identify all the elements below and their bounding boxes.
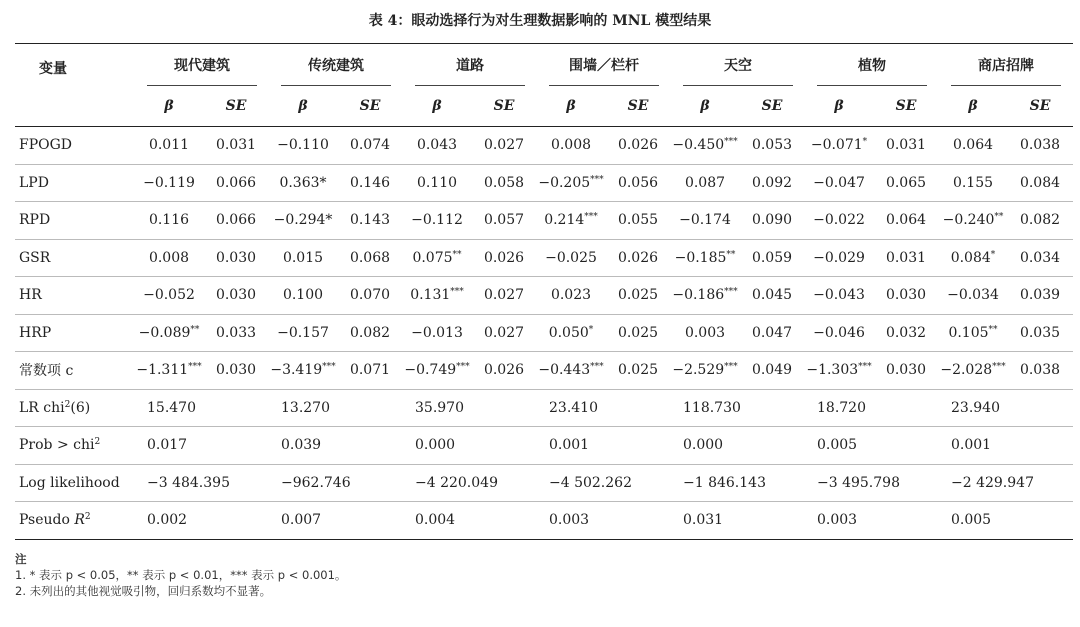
beta-value: −0.071 bbox=[810, 137, 863, 154]
significance-mark: *** bbox=[590, 174, 604, 185]
beta-value: −0.043 bbox=[813, 287, 865, 304]
beta-value: −0.025 bbox=[545, 249, 597, 266]
variable-cell: FPOGD bbox=[15, 127, 135, 165]
stat-value: 0.001 bbox=[939, 427, 1073, 465]
beta-cell bbox=[671, 239, 739, 277]
se-cell: 0.027 bbox=[471, 277, 537, 315]
group-header-label: 商店招牌 bbox=[978, 58, 1034, 74]
beta-value: −0.029 bbox=[813, 249, 865, 266]
table-title: 表 4：眼动选择行为对生理数据影响的 MNL 模型结果 bbox=[368, 13, 712, 29]
note-line: 1. * 表示 p < 0.05，** 表示 p < 0.01，*** 表示 p < 0.001。 bbox=[15, 568, 347, 582]
sub-header-row bbox=[15, 86, 1073, 127]
variable-cell bbox=[15, 389, 135, 427]
beta-cell bbox=[403, 127, 471, 165]
stat-value: 0.002 bbox=[135, 502, 269, 540]
stat-value: 0.005 bbox=[805, 427, 939, 465]
stat-value: −2 429.947 bbox=[939, 464, 1073, 502]
se-cell: 0.026 bbox=[471, 352, 537, 390]
se-cell: 0.031 bbox=[203, 127, 269, 165]
variable-superscript: 2 bbox=[64, 399, 71, 410]
se-cell: 0.084 bbox=[1007, 164, 1073, 202]
beta-value: −0.443 bbox=[538, 362, 591, 379]
se-cell: 0.065 bbox=[873, 164, 939, 202]
beta-cell bbox=[537, 239, 605, 277]
beta-value: −0.119 bbox=[143, 174, 195, 191]
beta-value: 0.008 bbox=[550, 137, 592, 154]
beta-value: −0.174 bbox=[679, 212, 731, 229]
stat-value: 0.003 bbox=[537, 502, 671, 540]
variable-cell: HRP bbox=[15, 314, 135, 352]
beta-value: 0.064 bbox=[952, 137, 994, 154]
beta-value: 0.008 bbox=[148, 249, 190, 266]
beta-value: 0.043 bbox=[416, 137, 458, 154]
beta-value: 0.023 bbox=[550, 287, 592, 304]
stats-row bbox=[15, 502, 1073, 540]
se-cell: 0.047 bbox=[739, 314, 805, 352]
table-row bbox=[15, 239, 1073, 277]
stats-row bbox=[15, 427, 1073, 465]
beta-value: 0.155 bbox=[952, 174, 994, 191]
se-cell: 0.066 bbox=[203, 202, 269, 240]
beta-cell bbox=[403, 164, 471, 202]
variable-suffix: (6) bbox=[70, 399, 91, 416]
beta-cell bbox=[403, 352, 471, 390]
variable-cell bbox=[15, 464, 135, 502]
stats-row bbox=[15, 464, 1073, 502]
variable-label: Pseudo bbox=[19, 512, 75, 529]
beta-cell bbox=[671, 314, 739, 352]
beta-value: −0.749 bbox=[404, 362, 457, 379]
beta-cell bbox=[537, 164, 605, 202]
table-row bbox=[15, 314, 1073, 352]
se-header: SE bbox=[493, 98, 515, 114]
beta-cell bbox=[135, 239, 203, 277]
se-cell: 0.058 bbox=[471, 164, 537, 202]
beta-header: β bbox=[700, 98, 710, 114]
beta-value: −0.186 bbox=[672, 287, 725, 304]
beta-cell bbox=[671, 352, 739, 390]
se-cell: 0.025 bbox=[605, 277, 671, 315]
se-cell: 0.027 bbox=[471, 314, 537, 352]
beta-header: β bbox=[298, 98, 308, 114]
stat-value: 0.003 bbox=[805, 502, 939, 540]
stats-row bbox=[15, 389, 1073, 427]
table-row bbox=[15, 202, 1073, 240]
group-header-sign bbox=[939, 44, 1073, 87]
se-cell: 0.055 bbox=[605, 202, 671, 240]
group-header-sky bbox=[671, 44, 805, 87]
se-cell: 0.031 bbox=[873, 239, 939, 277]
beta-cell bbox=[671, 202, 739, 240]
se-cell: 0.143 bbox=[337, 202, 403, 240]
stat-value: 35.970 bbox=[403, 389, 537, 427]
significance-mark: *** bbox=[450, 287, 464, 298]
variable-label: LR chi bbox=[19, 399, 65, 416]
group-header-traditional bbox=[269, 44, 403, 87]
beta-cell bbox=[269, 127, 337, 165]
table-row bbox=[15, 277, 1073, 315]
beta-cell bbox=[403, 277, 471, 315]
variable-cell: GSR bbox=[15, 239, 135, 277]
se-cell: 0.030 bbox=[873, 277, 939, 315]
significance-mark: *** bbox=[858, 362, 872, 373]
se-cell: 0.030 bbox=[203, 352, 269, 390]
stat-value: 18.720 bbox=[805, 389, 939, 427]
beta-cell bbox=[403, 239, 471, 277]
beta-cell bbox=[805, 352, 873, 390]
variable-cell: 常数项 c bbox=[15, 352, 135, 390]
group-header-label: 现代建筑 bbox=[174, 58, 230, 74]
significance-mark: *** bbox=[724, 137, 738, 148]
beta-header: β bbox=[432, 98, 442, 114]
beta-cell bbox=[135, 277, 203, 315]
beta-value: −0.240 bbox=[942, 212, 995, 229]
beta-cell bbox=[135, 164, 203, 202]
beta-cell bbox=[671, 277, 739, 315]
beta-value: −0.112 bbox=[411, 212, 463, 229]
significance-mark: ** bbox=[994, 212, 1004, 223]
stat-value: −962.746 bbox=[269, 464, 403, 502]
se-cell: 0.066 bbox=[203, 164, 269, 202]
beta-cell bbox=[269, 164, 337, 202]
beta-value: −0.047 bbox=[813, 174, 865, 191]
stat-value: 0.001 bbox=[537, 427, 671, 465]
beta-cell bbox=[403, 314, 471, 352]
se-cell: 0.090 bbox=[739, 202, 805, 240]
se-cell: 0.032 bbox=[873, 314, 939, 352]
significance-mark: *** bbox=[456, 362, 470, 373]
group-header-road bbox=[403, 44, 537, 87]
se-cell: 0.026 bbox=[471, 239, 537, 277]
variable-cell: HR bbox=[15, 277, 135, 315]
se-cell: 0.025 bbox=[605, 314, 671, 352]
beta-value: −0.450 bbox=[672, 137, 725, 154]
variable-header: 变量 bbox=[15, 44, 135, 127]
beta-value: 0.105 bbox=[948, 324, 989, 341]
significance-mark: *** bbox=[584, 212, 598, 223]
beta-value: 0.015 bbox=[282, 249, 324, 266]
se-cell: 0.025 bbox=[605, 352, 671, 390]
se-cell: 0.038 bbox=[1007, 352, 1073, 390]
group-header-label: 天空 bbox=[724, 58, 752, 74]
se-cell: 0.031 bbox=[873, 127, 939, 165]
beta-value: −0.089 bbox=[138, 324, 191, 341]
beta-value: −1.303 bbox=[806, 362, 859, 379]
se-cell: 0.059 bbox=[739, 239, 805, 277]
se-cell: 0.030 bbox=[203, 277, 269, 315]
significance-mark: * bbox=[862, 137, 868, 148]
beta-cell bbox=[537, 277, 605, 315]
se-cell: 0.034 bbox=[1007, 239, 1073, 277]
mnl-results-table bbox=[15, 43, 1073, 540]
se-header: SE bbox=[225, 98, 247, 114]
stat-value: 13.270 bbox=[269, 389, 403, 427]
beta-header: β bbox=[968, 98, 978, 114]
table-row bbox=[15, 127, 1073, 165]
beta-value: 0.100 bbox=[282, 287, 324, 304]
beta-cell bbox=[805, 164, 873, 202]
beta-cell bbox=[939, 202, 1007, 240]
beta-cell bbox=[939, 127, 1007, 165]
table-row bbox=[15, 352, 1073, 390]
beta-value: 0.110 bbox=[416, 174, 458, 191]
table-row bbox=[15, 164, 1073, 202]
stat-value: −1 846.143 bbox=[671, 464, 805, 502]
stat-value: −4 220.049 bbox=[403, 464, 537, 502]
se-cell: 0.033 bbox=[203, 314, 269, 352]
variable-italic: R bbox=[74, 512, 85, 529]
group-header-label: 传统建筑 bbox=[308, 58, 364, 74]
beta-value: 0.214 bbox=[544, 212, 585, 229]
beta-cell bbox=[939, 239, 1007, 277]
beta-cell bbox=[805, 314, 873, 352]
se-cell: 0.082 bbox=[337, 314, 403, 352]
se-cell: 0.030 bbox=[873, 352, 939, 390]
beta-value: 0.084 bbox=[950, 249, 991, 266]
se-cell: 0.068 bbox=[337, 239, 403, 277]
variable-superscript: 2 bbox=[84, 512, 91, 523]
beta-value: −0.185 bbox=[674, 249, 727, 266]
se-cell: 0.026 bbox=[605, 239, 671, 277]
beta-cell bbox=[537, 352, 605, 390]
beta-cell bbox=[805, 127, 873, 165]
se-cell: 0.071 bbox=[337, 352, 403, 390]
variable-cell bbox=[15, 502, 135, 540]
beta-cell bbox=[403, 202, 471, 240]
beta-cell bbox=[805, 202, 873, 240]
stat-value: 0.017 bbox=[135, 427, 269, 465]
variable-cell: RPD bbox=[15, 202, 135, 240]
beta-value: −0.294* bbox=[273, 212, 333, 229]
se-cell: 0.030 bbox=[203, 239, 269, 277]
beta-cell bbox=[135, 352, 203, 390]
se-cell: 0.074 bbox=[337, 127, 403, 165]
se-cell: 0.146 bbox=[337, 164, 403, 202]
se-cell: 0.027 bbox=[471, 127, 537, 165]
group-header-plant bbox=[805, 44, 939, 87]
variable-cell bbox=[15, 427, 135, 465]
stat-value: 15.470 bbox=[135, 389, 269, 427]
se-cell: 0.057 bbox=[471, 202, 537, 240]
beta-value: −0.110 bbox=[277, 137, 329, 154]
group-header-label: 围墙／栏杆 bbox=[569, 58, 639, 74]
se-header: SE bbox=[627, 98, 649, 114]
group-header-modern bbox=[135, 44, 269, 87]
beta-cell bbox=[671, 164, 739, 202]
variable-cell: LPD bbox=[15, 164, 135, 202]
stat-value: 23.940 bbox=[939, 389, 1073, 427]
beta-header: β bbox=[834, 98, 844, 114]
group-header-label: 植物 bbox=[858, 58, 886, 74]
significance-mark: *** bbox=[992, 362, 1006, 373]
beta-header: β bbox=[164, 98, 174, 114]
se-header: SE bbox=[359, 98, 381, 114]
note-line: 2. 未列出的其他视觉吸引物，回归系数均不显著。 bbox=[15, 584, 272, 598]
beta-value: −3.419 bbox=[270, 362, 323, 379]
se-cell: 0.026 bbox=[605, 127, 671, 165]
se-cell: 0.070 bbox=[337, 277, 403, 315]
se-cell: 0.038 bbox=[1007, 127, 1073, 165]
stat-value: 0.004 bbox=[403, 502, 537, 540]
stat-value: 0.031 bbox=[671, 502, 805, 540]
significance-mark: *** bbox=[590, 362, 604, 373]
se-cell: 0.064 bbox=[873, 202, 939, 240]
beta-cell bbox=[537, 314, 605, 352]
beta-value: −2.028 bbox=[940, 362, 993, 379]
se-header: SE bbox=[1029, 98, 1051, 114]
significance-mark: ** bbox=[452, 249, 462, 260]
se-cell: 0.092 bbox=[739, 164, 805, 202]
significance-mark: ** bbox=[190, 324, 200, 335]
se-cell: 0.045 bbox=[739, 277, 805, 315]
beta-value: −0.022 bbox=[813, 212, 865, 229]
beta-cell bbox=[269, 352, 337, 390]
beta-value: −0.046 bbox=[813, 324, 865, 341]
group-header-label: 道路 bbox=[456, 58, 484, 74]
beta-value: 0.011 bbox=[148, 137, 190, 154]
beta-cell bbox=[269, 314, 337, 352]
beta-value: −2.529 bbox=[672, 362, 725, 379]
se-cell: 0.039 bbox=[1007, 277, 1073, 315]
beta-cell bbox=[537, 127, 605, 165]
se-header: SE bbox=[761, 98, 783, 114]
notes-heading: 注 bbox=[15, 552, 27, 566]
stat-value: 23.410 bbox=[537, 389, 671, 427]
se-cell: 0.053 bbox=[739, 127, 805, 165]
significance-mark: ** bbox=[726, 249, 736, 260]
table-body bbox=[15, 127, 1073, 540]
beta-cell bbox=[537, 202, 605, 240]
variable-label: Prob > chi bbox=[19, 437, 95, 454]
beta-cell bbox=[135, 202, 203, 240]
se-cell: 0.049 bbox=[739, 352, 805, 390]
beta-value: 0.003 bbox=[684, 324, 726, 341]
significance-mark: *** bbox=[724, 287, 738, 298]
se-cell: 0.082 bbox=[1007, 202, 1073, 240]
beta-cell bbox=[671, 127, 739, 165]
significance-mark: *** bbox=[188, 362, 202, 373]
stat-value: 118.730 bbox=[671, 389, 805, 427]
beta-cell bbox=[805, 277, 873, 315]
notes bbox=[15, 551, 346, 599]
beta-cell bbox=[939, 314, 1007, 352]
beta-cell bbox=[269, 277, 337, 315]
variable-superscript: 2 bbox=[94, 437, 101, 448]
stat-value: 0.000 bbox=[671, 427, 805, 465]
beta-value: −0.013 bbox=[411, 324, 463, 341]
beta-value: 0.075 bbox=[412, 249, 453, 266]
stat-value: −4 502.262 bbox=[537, 464, 671, 502]
beta-value: −0.205 bbox=[538, 174, 591, 191]
significance-mark: * bbox=[588, 324, 594, 335]
stat-value: 0.039 bbox=[269, 427, 403, 465]
significance-mark: *** bbox=[724, 362, 738, 373]
stat-value: 0.007 bbox=[269, 502, 403, 540]
beta-cell bbox=[939, 352, 1007, 390]
beta-value: −1.311 bbox=[136, 362, 189, 379]
beta-value: −0.157 bbox=[277, 324, 329, 341]
se-cell: 0.056 bbox=[605, 164, 671, 202]
se-cell: 0.035 bbox=[1007, 314, 1073, 352]
stat-value: −3 495.798 bbox=[805, 464, 939, 502]
beta-value: −0.052 bbox=[143, 287, 195, 304]
se-header: SE bbox=[895, 98, 917, 114]
beta-value: 0.131 bbox=[410, 287, 451, 304]
stat-value: −3 484.395 bbox=[135, 464, 269, 502]
beta-value: 0.050 bbox=[548, 324, 589, 341]
significance-mark: *** bbox=[322, 362, 336, 373]
beta-value: −0.034 bbox=[947, 287, 999, 304]
stat-value: 0.005 bbox=[939, 502, 1073, 540]
beta-value: 0.087 bbox=[684, 174, 726, 191]
beta-cell bbox=[135, 314, 203, 352]
beta-cell bbox=[939, 277, 1007, 315]
group-header-wall bbox=[537, 44, 671, 87]
beta-value: 0.116 bbox=[148, 212, 190, 229]
beta-cell bbox=[939, 164, 1007, 202]
stat-value: 0.000 bbox=[403, 427, 537, 465]
beta-cell bbox=[269, 202, 337, 240]
variable-label: Log likelihood bbox=[19, 474, 120, 491]
beta-cell bbox=[269, 239, 337, 277]
significance-mark: * bbox=[990, 249, 996, 260]
beta-cell bbox=[805, 239, 873, 277]
beta-header: β bbox=[566, 98, 576, 114]
beta-value: 0.363* bbox=[279, 174, 327, 191]
beta-cell bbox=[135, 127, 203, 165]
significance-mark: ** bbox=[988, 324, 998, 335]
